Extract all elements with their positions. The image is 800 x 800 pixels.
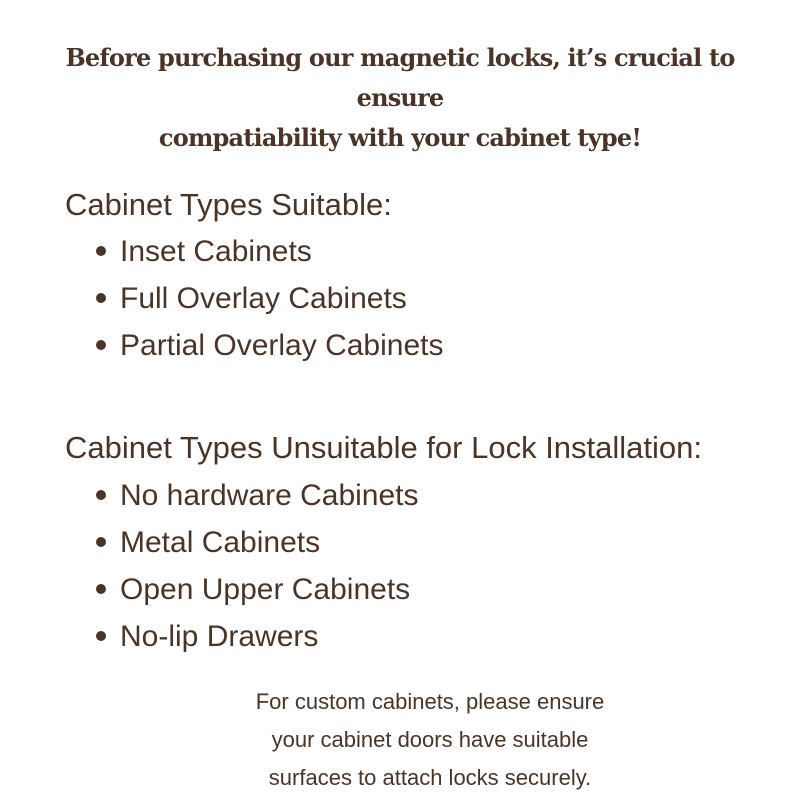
list-item-label: Full Overlay Cabinets <box>120 282 407 315</box>
list-item <box>96 322 443 369</box>
list-item <box>96 566 419 613</box>
list-item-label: Inset Cabinets <box>120 235 312 268</box>
bullet-icon <box>96 537 106 547</box>
list-item-label: Partial Overlay Cabinets <box>120 329 444 362</box>
bullet-icon <box>96 340 106 350</box>
suitable-section-title: Cabinet Types Suitable: <box>65 187 392 222</box>
headline <box>20 38 780 158</box>
list-item <box>96 613 419 660</box>
headline-line-1: Before purchasing our magnetic locks, it’s crucial to ensure <box>65 43 735 112</box>
list-item <box>96 228 443 275</box>
bullet-icon <box>96 293 106 303</box>
note-line-3: surfaces to attach locks securely. <box>268 765 592 790</box>
list-item <box>96 275 443 322</box>
bullet-icon <box>96 490 106 500</box>
bullet-icon <box>96 246 106 256</box>
bullet-icon <box>96 584 106 594</box>
list-item-label: No-lip Drawers <box>120 620 319 653</box>
list-item-label: Metal Cabinets <box>120 526 321 559</box>
unsuitable-section-title: Cabinet Types Unsuitable for Lock Installation: <box>65 430 703 465</box>
custom-cabinet-note <box>200 683 660 797</box>
headline-line-2: compatiability with your cabinet type! <box>158 123 642 152</box>
note-line-2: your cabinet doors have suitable <box>271 727 589 752</box>
note-line-1: For custom cabinets, please ensure <box>255 689 605 714</box>
list-item-label: Open Upper Cabinets <box>120 573 411 606</box>
list-item <box>96 519 419 566</box>
bullet-icon <box>96 631 106 641</box>
unsuitable-list <box>96 472 419 660</box>
suitable-list <box>96 228 443 369</box>
list-item <box>96 472 419 519</box>
list-item-label: No hardware Cabinets <box>120 479 419 512</box>
